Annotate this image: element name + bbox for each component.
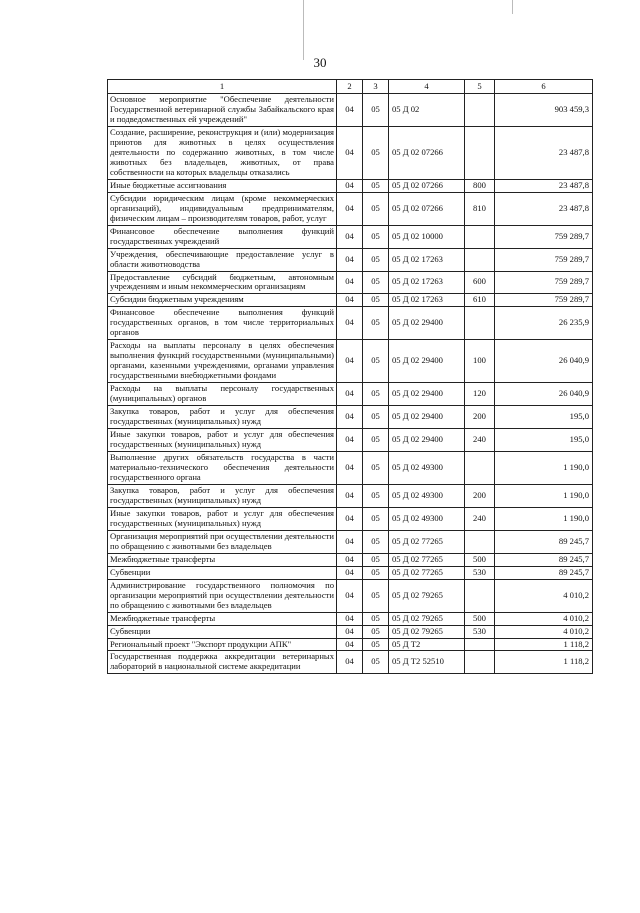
amount-cell: 26 040,9 xyxy=(495,340,593,383)
row-name-cell: Предоставление субсидий бюджетным, автономным учреждениям и иным некоммерческим организациям xyxy=(108,271,337,294)
row-name-cell: Создание, расширение, реконструкция и (или) модернизация приютов для животных в целях осуществления деятельности по содержанию животных, в том числе животных без владельцев, животных, от права собственности на которых владельцы отказались xyxy=(108,126,337,179)
row-name-cell: Иные закупки товаров, работ и услуг для обеспечения государственных (муниципальных) нужд xyxy=(108,507,337,530)
section-cell: 04 xyxy=(337,484,363,507)
section-cell: 04 xyxy=(337,126,363,179)
row-name-cell: Расходы на выплаты персоналу государственных (муниципальных) органов xyxy=(108,383,337,406)
target-article-cell: 05 Д Т2 xyxy=(389,638,465,651)
subsection-cell: 05 xyxy=(363,579,389,612)
target-article-cell: 05 Д 02 17263 xyxy=(389,248,465,271)
section-cell: 04 xyxy=(337,429,363,452)
target-article-cell: 05 Д 02 79265 xyxy=(389,579,465,612)
subsection-cell: 05 xyxy=(363,566,389,579)
target-article-cell: 05 Д 02 07266 xyxy=(389,126,465,179)
subsection-cell: 05 xyxy=(363,406,389,429)
subsection-cell: 05 xyxy=(363,383,389,406)
amount-cell: 759 289,7 xyxy=(495,271,593,294)
row-name-cell: Основное мероприятие "Обеспечение деятельности Государственной ветеринарной службы Забайкальского края и подведомственных ей учреждений" xyxy=(108,94,337,127)
row-name-cell: Закупка товаров, работ и услуг для обеспечения государственных (муниципальных) нужд xyxy=(108,406,337,429)
table-row xyxy=(108,530,593,553)
amount-cell: 23 487,8 xyxy=(495,126,593,179)
target-article-cell: 05 Д 02 49300 xyxy=(389,484,465,507)
amount-cell: 23 487,8 xyxy=(495,179,593,192)
expense-type-cell: 500 xyxy=(465,612,495,625)
subsection-cell: 05 xyxy=(363,429,389,452)
section-cell: 04 xyxy=(337,530,363,553)
target-article-cell: 05 Д 02 29400 xyxy=(389,406,465,429)
target-article-cell: 05 Д 02 77265 xyxy=(389,553,465,566)
expense-type-cell xyxy=(465,452,495,485)
amount-cell: 26 235,9 xyxy=(495,307,593,340)
row-name-cell: Иные бюджетные ассигнования xyxy=(108,179,337,192)
row-name-cell: Организация мероприятий при осуществлении деятельности по обращению с животными без владельцев xyxy=(108,530,337,553)
row-name-cell: Финансовое обеспечение выполнения функций государственных органов, в том числе территориальных органов xyxy=(108,307,337,340)
table-row xyxy=(108,126,593,179)
table-row xyxy=(108,579,593,612)
row-name-cell: Государственная поддержка аккредитации ветеринарных лабораторий в национальной системе аккредитации xyxy=(108,651,337,674)
amount-cell: 1 118,2 xyxy=(495,638,593,651)
expense-type-cell: 240 xyxy=(465,429,495,452)
subsection-cell: 05 xyxy=(363,271,389,294)
table-row xyxy=(108,248,593,271)
section-cell: 04 xyxy=(337,553,363,566)
subsection-cell: 05 xyxy=(363,553,389,566)
target-article-cell: 05 Д 02 77265 xyxy=(389,566,465,579)
expense-type-cell xyxy=(465,307,495,340)
page-number: 30 xyxy=(313,55,327,70)
table-row xyxy=(108,429,593,452)
expense-type-cell xyxy=(465,651,495,674)
subsection-cell: 05 xyxy=(363,179,389,192)
table-row xyxy=(108,94,593,127)
section-cell: 04 xyxy=(337,406,363,429)
subsection-cell: 05 xyxy=(363,225,389,248)
expense-type-cell xyxy=(465,248,495,271)
section-cell: 04 xyxy=(337,248,363,271)
amount-cell: 89 245,7 xyxy=(495,566,593,579)
section-cell: 04 xyxy=(337,225,363,248)
table-row xyxy=(108,566,593,579)
expense-type-cell: 810 xyxy=(465,192,495,225)
header-cell: 6 xyxy=(495,80,593,94)
table-row xyxy=(108,507,593,530)
scan-line xyxy=(512,0,513,14)
subsection-cell: 05 xyxy=(363,530,389,553)
table-row xyxy=(108,452,593,485)
target-article-cell: 05 Д 02 29400 xyxy=(389,307,465,340)
table-row xyxy=(108,638,593,651)
target-article-cell: 05 Д 02 29400 xyxy=(389,429,465,452)
expense-type-cell xyxy=(465,94,495,127)
target-article-cell: 05 Д 02 xyxy=(389,94,465,127)
amount-cell: 195,0 xyxy=(495,406,593,429)
target-article-cell: 05 Д Т2 52510 xyxy=(389,651,465,674)
row-name-cell: Финансовое обеспечение выполнения функций государственных учреждений xyxy=(108,225,337,248)
amount-cell: 1 190,0 xyxy=(495,507,593,530)
expense-type-cell: 200 xyxy=(465,484,495,507)
table-row xyxy=(108,271,593,294)
section-cell: 04 xyxy=(337,94,363,127)
table-row xyxy=(108,484,593,507)
expense-type-cell xyxy=(465,530,495,553)
amount-cell: 195,0 xyxy=(495,429,593,452)
section-cell: 04 xyxy=(337,566,363,579)
table-row xyxy=(108,383,593,406)
subsection-cell: 05 xyxy=(363,307,389,340)
target-article-cell: 05 Д 02 29400 xyxy=(389,340,465,383)
amount-cell: 4 010,2 xyxy=(495,612,593,625)
table-header-row xyxy=(108,80,593,94)
subsection-cell: 05 xyxy=(363,638,389,651)
section-cell: 04 xyxy=(337,612,363,625)
subsection-cell: 05 xyxy=(363,248,389,271)
subsection-cell: 05 xyxy=(363,507,389,530)
table-row xyxy=(108,651,593,674)
table-row xyxy=(108,340,593,383)
section-cell: 04 xyxy=(337,625,363,638)
header-cell: 2 xyxy=(337,80,363,94)
table-row xyxy=(108,192,593,225)
row-name-cell: Региональный проект "Экспорт продукции АПК" xyxy=(108,638,337,651)
expense-type-cell: 530 xyxy=(465,625,495,638)
row-name-cell: Закупка товаров, работ и услуг для обеспечения государственных (муниципальных) нужд xyxy=(108,484,337,507)
row-name-cell: Расходы на выплаты персоналу в целях обеспечения выполнения функций государственными (муниципальными) органами, казенными учреждениями, органами управления государственными внебюджетными фондами xyxy=(108,340,337,383)
amount-cell: 4 010,2 xyxy=(495,579,593,612)
expense-type-cell: 240 xyxy=(465,507,495,530)
expense-type-cell: 200 xyxy=(465,406,495,429)
section-cell: 04 xyxy=(337,452,363,485)
section-cell: 04 xyxy=(337,271,363,294)
expense-type-cell: 500 xyxy=(465,553,495,566)
row-name-cell: Выполнение других обязательств государства в части материально-технического обеспечения деятельности государственного органа xyxy=(108,452,337,485)
target-article-cell: 05 Д 02 07266 xyxy=(389,192,465,225)
amount-cell: 1 190,0 xyxy=(495,484,593,507)
section-cell: 04 xyxy=(337,179,363,192)
expense-type-cell: 600 xyxy=(465,271,495,294)
table-row xyxy=(108,553,593,566)
header-cell: 5 xyxy=(465,80,495,94)
target-article-cell: 05 Д 02 17263 xyxy=(389,271,465,294)
row-name-cell: Субсидии бюджетным учреждениям xyxy=(108,294,337,307)
table-row xyxy=(108,179,593,192)
section-cell: 04 xyxy=(337,294,363,307)
target-article-cell: 05 Д 02 10000 xyxy=(389,225,465,248)
amount-cell: 1 190,0 xyxy=(495,452,593,485)
section-cell: 04 xyxy=(337,192,363,225)
section-cell: 04 xyxy=(337,638,363,651)
expense-type-cell: 120 xyxy=(465,383,495,406)
subsection-cell: 05 xyxy=(363,625,389,638)
section-cell: 04 xyxy=(337,651,363,674)
subsection-cell: 05 xyxy=(363,612,389,625)
row-name-cell: Администрирование государственного полномочия по организации мероприятий при осуществлении деятельности по обращению с животными без владельцев xyxy=(108,579,337,612)
scan-line xyxy=(303,0,304,60)
subsection-cell: 05 xyxy=(363,452,389,485)
table-row xyxy=(108,225,593,248)
expense-type-cell: 530 xyxy=(465,566,495,579)
expense-type-cell: 100 xyxy=(465,340,495,383)
amount-cell: 26 040,9 xyxy=(495,383,593,406)
amount-cell: 89 245,7 xyxy=(495,553,593,566)
target-article-cell: 05 Д 02 79265 xyxy=(389,625,465,638)
amount-cell: 89 245,7 xyxy=(495,530,593,553)
row-name-cell: Иные закупки товаров, работ и услуг для обеспечения государственных (муниципальных) нужд xyxy=(108,429,337,452)
table-body xyxy=(108,94,593,674)
section-cell: 04 xyxy=(337,579,363,612)
table-row xyxy=(108,294,593,307)
header-cell: 3 xyxy=(363,80,389,94)
amount-cell: 903 459,3 xyxy=(495,94,593,127)
target-article-cell: 05 Д 02 29400 xyxy=(389,383,465,406)
amount-cell: 23 487,8 xyxy=(495,192,593,225)
header-cell: 4 xyxy=(389,80,465,94)
expense-type-cell xyxy=(465,638,495,651)
row-name-cell: Субсидии юридическим лицам (кроме некоммерческих организаций), индивидуальным предпринимателям, физическим лицам – производителям товаров, работ, услуг xyxy=(108,192,337,225)
subsection-cell: 05 xyxy=(363,126,389,179)
amount-cell: 759 289,7 xyxy=(495,294,593,307)
subsection-cell: 05 xyxy=(363,484,389,507)
table-row xyxy=(108,307,593,340)
budget-table xyxy=(107,79,593,674)
row-name-cell: Учреждения, обеспечивающие предоставление услуг в области животноводства xyxy=(108,248,337,271)
target-article-cell: 05 Д 02 49300 xyxy=(389,507,465,530)
subsection-cell: 05 xyxy=(363,340,389,383)
target-article-cell: 05 Д 02 17263 xyxy=(389,294,465,307)
amount-cell: 1 118,2 xyxy=(495,651,593,674)
table-row xyxy=(108,612,593,625)
row-name-cell: Субвенции xyxy=(108,566,337,579)
header-cell: 1 xyxy=(108,80,337,94)
target-article-cell: 05 Д 02 07266 xyxy=(389,179,465,192)
section-cell: 04 xyxy=(337,507,363,530)
section-cell: 04 xyxy=(337,307,363,340)
subsection-cell: 05 xyxy=(363,651,389,674)
target-article-cell: 05 Д 02 49300 xyxy=(389,452,465,485)
row-name-cell: Межбюджетные трансферты xyxy=(108,553,337,566)
subsection-cell: 05 xyxy=(363,192,389,225)
target-article-cell: 05 Д 02 79265 xyxy=(389,612,465,625)
target-article-cell: 05 Д 02 77265 xyxy=(389,530,465,553)
expense-type-cell: 800 xyxy=(465,179,495,192)
table-row xyxy=(108,625,593,638)
table-row xyxy=(108,406,593,429)
row-name-cell: Субвенции xyxy=(108,625,337,638)
expense-type-cell: 610 xyxy=(465,294,495,307)
row-name-cell: Межбюджетные трансферты xyxy=(108,612,337,625)
section-cell: 04 xyxy=(337,340,363,383)
expense-type-cell xyxy=(465,225,495,248)
amount-cell: 4 010,2 xyxy=(495,625,593,638)
expense-type-cell xyxy=(465,579,495,612)
section-cell: 04 xyxy=(337,383,363,406)
subsection-cell: 05 xyxy=(363,94,389,127)
amount-cell: 759 289,7 xyxy=(495,248,593,271)
amount-cell: 759 289,7 xyxy=(495,225,593,248)
subsection-cell: 05 xyxy=(363,294,389,307)
expense-type-cell xyxy=(465,126,495,179)
